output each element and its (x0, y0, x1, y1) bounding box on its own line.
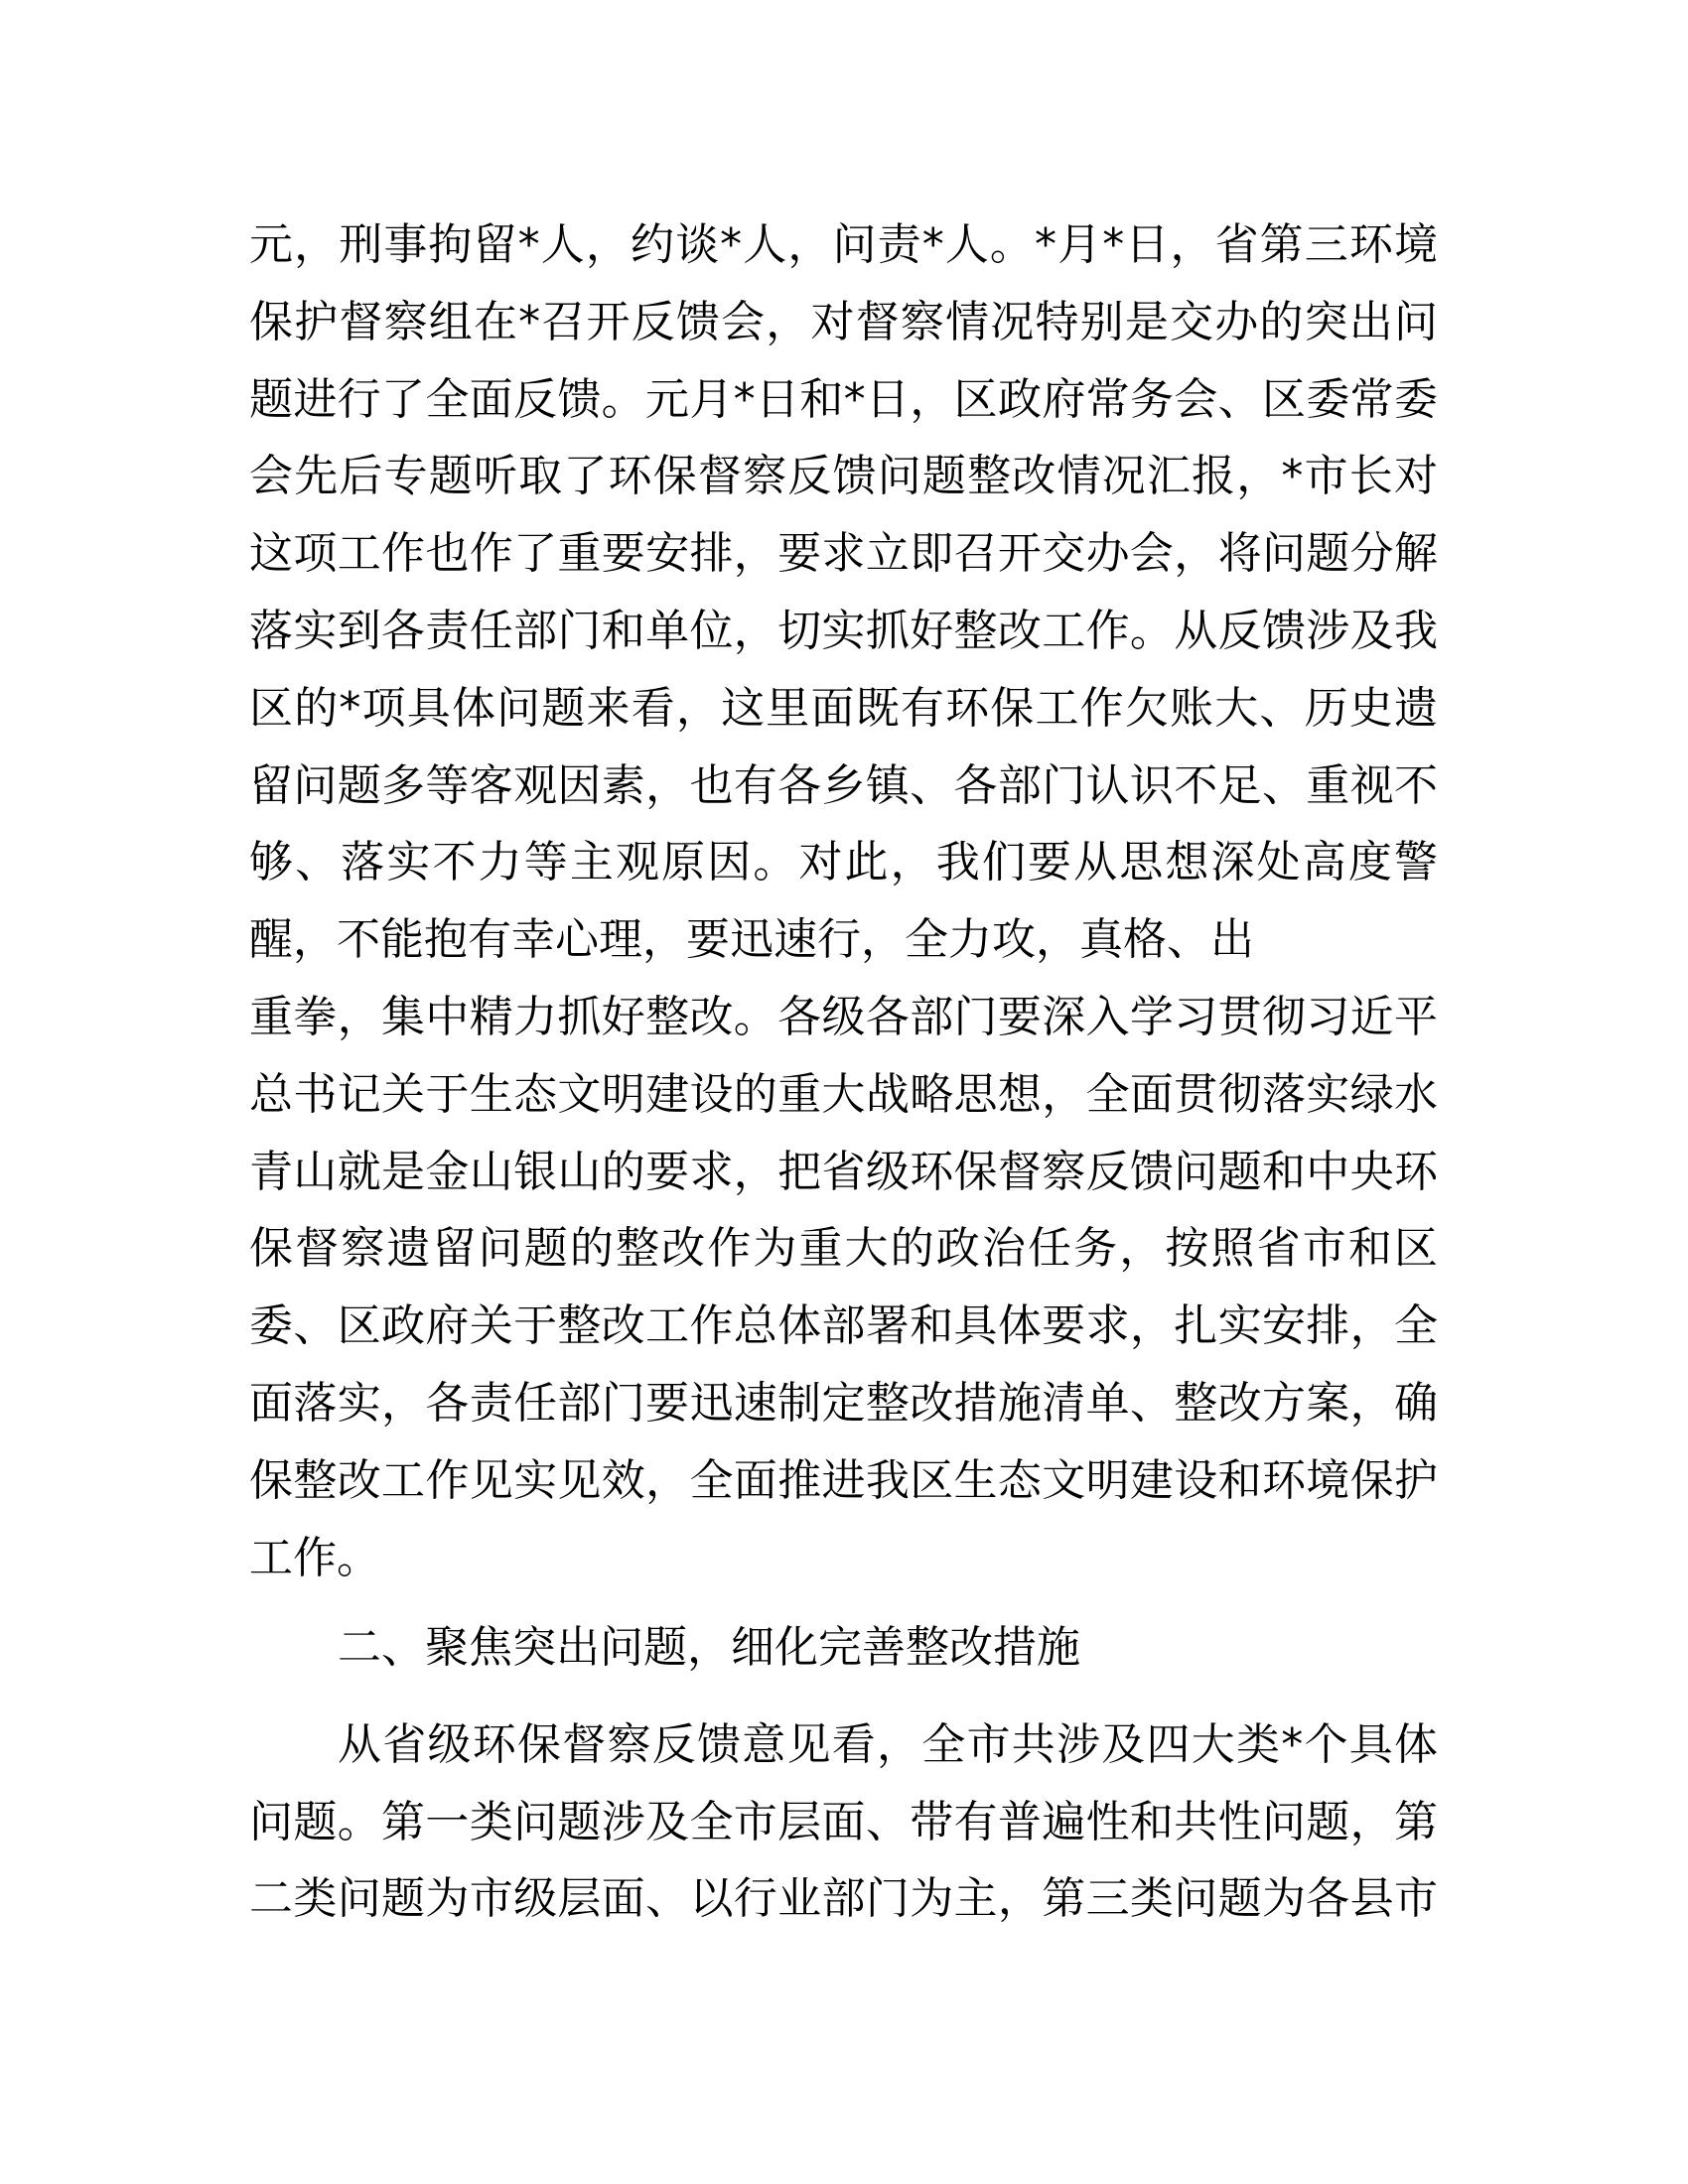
text-line: 问题。第一类问题涉及全市层面、带有普遍性和共性问题，第 (249, 1796, 1438, 1847)
text-line: 重拳，集中精力抓好整改。各级各部门要深入学习贯彻习近平 (249, 991, 1438, 1042)
paragraph-continued (249, 206, 1438, 1596)
text-line: 工作。 (249, 1532, 380, 1583)
text-line: 委、区政府关于整改工作总体部署和具体要求，扎实安排，全 (249, 1300, 1438, 1352)
text-line: 面落实，各责任部门要迅速制定整改措施清单、整改方案，确 (249, 1377, 1438, 1429)
text-line: 总书记关于生态文明建设的重大战略思想，全面贯彻落实绿水 (249, 1068, 1438, 1120)
document-body (249, 206, 1438, 1938)
paragraph-section-two (249, 1706, 1438, 1938)
text-line: 题进行了全面反馈。元月*日和*日，区政府常务会、区委常委 (249, 373, 1438, 425)
text-line: 会先后专题听取了环保督察反馈问题整改情况汇报，*市长对 (249, 451, 1438, 502)
text-line: 元，刑事拘留*人，约谈*人，问责*人。*月*日，省第三环境 (249, 219, 1438, 270)
text-line: 二类问题为市级层面、以行业部门为主，第三类问题为各县市 (249, 1873, 1438, 1925)
text-line: 保整改工作见实见效，全面推进我区生态文明建设和环境保护 (249, 1454, 1438, 1506)
text-line: 这项工作也作了重要安排，要求立即召开交办会，将问题分解 (249, 528, 1438, 580)
text-line: 醒，不能抱有幸心理，要迅速行，全力攻，真格、出 (249, 914, 1254, 966)
text-line: 够、落实不力等主观原因。对此，我们要从思想深处高度警 (249, 837, 1438, 888)
text-line: 保护督察组在*召开反馈会，对督察情况特别是交办的突出问 (249, 296, 1438, 347)
text-line: 留问题多等客观因素，也有各乡镇、各部门认识不足、重视不 (249, 759, 1438, 811)
text-line: 青山就是金山银山的要求，把省级环保督察反馈问题和中央环 (249, 1146, 1438, 1197)
text-line: 从省级环保督察反馈意见看，全市共涉及四大类*个具体 (338, 1718, 1438, 1770)
text-line: 保督察遗留问题的整改作为重大的政治任务，按照省市和区 (249, 1223, 1438, 1275)
section-heading-block (249, 1609, 1438, 1687)
text-line: 区的*项具体问题来看，这里面既有环保工作欠账大、历史遗 (249, 682, 1438, 734)
text-line: 落实到各责任部门和单位，切实抓好整改工作。从反馈涉及我 (249, 605, 1438, 656)
section-heading: 二、聚焦突出问题，细化完善整改措施 (338, 1621, 1080, 1673)
